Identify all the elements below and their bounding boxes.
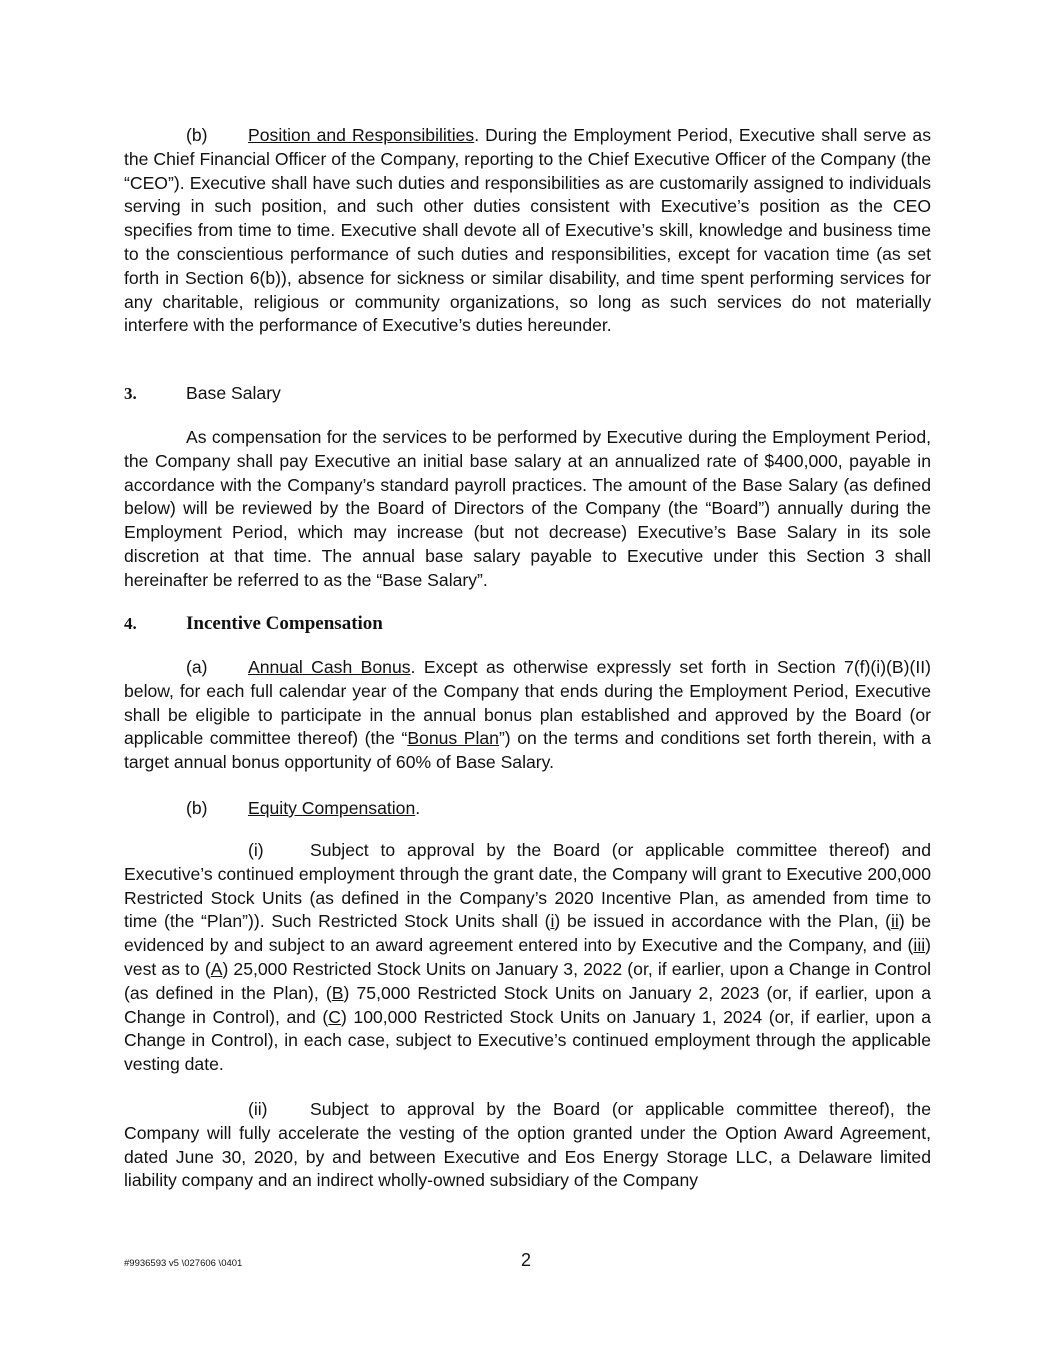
section-4b-ii-text: Subject to approval by the Board (or applicable committee thereof), the Company will fully accelerate the vesting of the option granted under the Option Award Agreement, dated June 30, 2020, by and between Executive and Eos Energy Storage LLC, a Delaware limited liability company and an indirect wholly-owned subsidiary of the Company [124,1099,931,1191]
section-4b-ii-paragraph [124,1098,931,1193]
section-4b-label: (b) [186,798,208,818]
section-3-title: Base Salary [186,383,281,403]
section-2b-text: . During the Employment Period, Executive shall serve as the Chief Financial Officer of the Company, reporting to the Chief Executive Officer of the Company (the “CEO”). Executive shall have such duties and responsibilities as are customarily assigned to individuals serving in such position, and such other duties consistent with Executive’s position as the CEO specifies from time to time. Executive shall devote all of Executive’s skill, knowledge and business time to the conscientious performance of such duties and responsibilities, except for vacation time (as set forth in Section 6(b)), absence for sickness or similar disability, and time spent performing services for any charitable, religious or community organizations, so long as such services do not materially interfere with the performance of Executive’s duties hereunder. [124,125,931,336]
section-4b-i-text: ) be evidenced by and subject to an award agreement entered into by Executive and the Company, and ( [124,911,932,956]
bonus-plan-term: Bonus Plan [407,728,499,749]
section-4-title: Incentive Compensation [186,613,383,634]
item-marker: iii [913,935,926,956]
section-2b-paragraph [124,124,931,338]
section-2b-label: (b) [186,125,208,145]
section-4b-period: . [415,798,421,818]
section-4a-text-after: ”) on the terms and conditions set forth therein, with a target annual bonus opportunity of 60% of Base Salary. [124,728,931,773]
section-4a-label: (a) [186,657,208,677]
section-4a-paragraph [124,656,931,775]
item-marker: ii [891,911,899,932]
section-4b-i-text: ) be issued in accordance with the Plan, ( [554,911,891,932]
section-4b-i-text: Subject to approval by the Board (or applicable committee thereof) and Executive’s continued employment through the grant date, the Company will grant to Executive 200,000 Restricted Stock Units (as defined in the Company’s 2020 Incentive Plan, as amended from time to time (the “Plan”)). Such Restricted Stock Units shall ( [124,840,931,932]
item-marker: C [328,1006,341,1027]
section-4-number: 4. [124,614,137,633]
section-3-heading [124,381,281,406]
item-marker: i [550,911,555,932]
section-4b-i-text: ) 25,000 Restricted Stock Units on January 3, 2022 (or, if earlier, upon a Change in Control (as defined in the Plan), ( [124,958,932,1003]
section-4b-i-text: ) vest as to ( [124,935,931,979]
section-4-heading [124,611,383,636]
page-number: 2 [521,1250,532,1270]
item-marker: A [210,958,223,979]
section-4a-text-before: . Except as otherwise expressly set forth in Section 7(f)(i)(B)(II) below, for each full calendar year of the Company that ends during the Employment Period, Executive shall be eligible to participate in the annual bonus plan established and approved by the Board (or applicable committee thereof) (the “ [124,657,931,749]
section-3-number: 3. [124,384,137,403]
document-id: #9936593 v5 \027606 \0401 [124,1258,243,1269]
section-4b-i-label: (i) [248,840,264,860]
section-4b-heading [186,796,420,820]
section-4b-i-text: ) 100,000 Restricted Stock Units on January 1, 2024 (or, if earlier, upon a Change in Control), in each case, subject to Executive’s continued employment through the applicable vesting date. [124,1006,931,1075]
section-4a-title: Annual Cash Bonus [248,657,411,677]
section-3-paragraph: As compensation for the services to be performed by Executive during the Employment Period, the Company shall pay Executive an initial base salary at an annualized rate of $400,000, payable in accordance with the Company’s standard payroll practices. The amount of the Base Salary (as defined below) will be reviewed by the Board of Directors of the Company (the “Board”) annually during the Employment Period, which may increase (but not decrease) Executive’s Base Salary in its sole discretion at that time. The annual base salary payable to Executive under this Section 3 shall hereinafter be referred to as the “Base Salary”. [124,427,931,590]
section-4b-title: Equity Compensation [248,798,416,818]
section-4b-i-text: ) 75,000 Restricted Stock Units on January 2, 2023 (or, if earlier, upon a Change in Control), and ( [124,982,932,1027]
section-4b-i-paragraph [124,839,931,1077]
item-marker: B [331,982,344,1003]
section-2b-title: Position and Responsibilities [248,125,475,145]
section-4b-ii-label: (ii) [248,1099,268,1119]
